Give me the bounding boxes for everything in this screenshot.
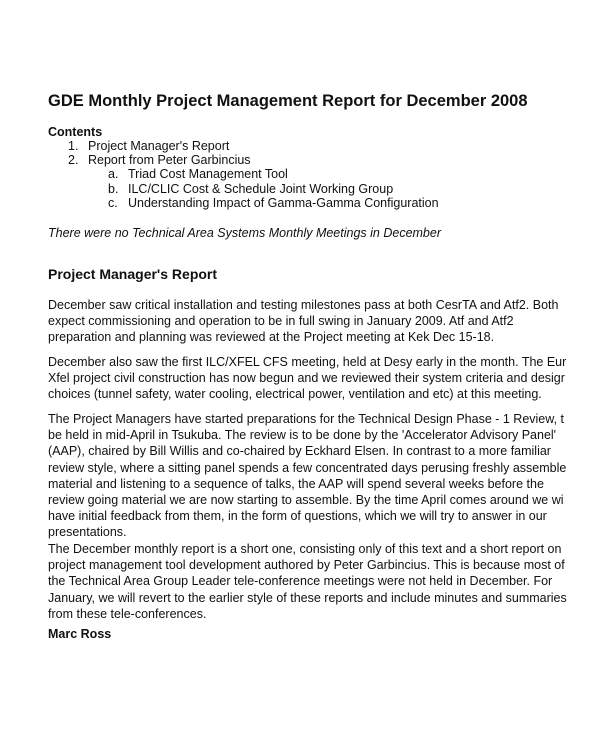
paragraph-line: project management tool development authored by Peter Garbincius. This is because most of — [48, 558, 565, 573]
toc-item — [68, 153, 251, 168]
paragraph-line: (AAP), chaired by Bill Willis and co-chaired by Eckhard Elsen. In contrast to a more familiar — [48, 444, 551, 459]
toc-text: ILC/CLIC Cost & Schedule Joint Working Group — [128, 182, 394, 196]
paragraph — [48, 354, 600, 403]
paragraph-line: expect commissioning and operation to be in full swing in January 2009. Atf and Atf2 — [48, 314, 514, 329]
document-title: GDE Monthly Project Management Report for December 2008 — [48, 92, 528, 110]
paragraph — [48, 297, 600, 346]
section-heading: Project Manager's Report — [48, 266, 218, 282]
author-signature: Marc Ross — [48, 627, 112, 641]
paragraph-line: December also saw the first ILC/XFEL CFS meeting, held at Desy early in the month. The Eur — [48, 355, 567, 369]
paragraph — [48, 411, 600, 541]
paragraph-line: have initial feedback from them, in the form of questions, which we will try to answer in our — [48, 509, 547, 524]
toc-number: b. — [108, 182, 119, 196]
toc-number: 1. — [68, 139, 79, 153]
toc-text: Report from Peter Garbincius — [88, 153, 251, 167]
paragraph — [48, 541, 600, 622]
toc-subitem — [108, 167, 288, 182]
paragraph-line: The December monthly report is a short one, consisting only of this text and a short report on — [48, 542, 562, 556]
contents-heading: Contents — [48, 125, 103, 139]
paragraph-line: review going material we are now starting to assemble. By the time April comes around we wi — [48, 493, 564, 508]
paragraph-line: choices (tunnel safety, water cooling, electrical power, ventilation and etc) at this meeting. — [48, 387, 542, 402]
paragraph-line: Xfel project civil construction has now begun and we reviewed their system criteria and desigr — [48, 371, 565, 386]
paragraph-line: preparation and planning was reviewed at the Project meeting at Kek Dec 15-18. — [48, 330, 495, 345]
toc-number: 2. — [68, 153, 79, 167]
toc-text: Understanding Impact of Gamma-Gamma Configuration — [128, 196, 439, 210]
paragraph-line: the Technical Area Group Leader tele-conference meetings were not held in December. For — [48, 574, 553, 589]
toc-subitem — [108, 182, 393, 197]
paragraph-line: January, we will revert to the earlier style of these reports and include minutes and summaries — [48, 590, 567, 605]
toc-subitem — [108, 196, 439, 211]
paragraph-line: December saw critical installation and testing milestones pass at both CesrTA and Atf2. Both — [48, 298, 559, 312]
toc-text: Triad Cost Management Tool — [128, 167, 288, 181]
paragraph-line: The Project Managers have started preparations for the Technical Design Phase - 1 Review, t — [48, 412, 565, 426]
paragraph-line: be held in mid-April in Tsukuba. The review is to be done by the 'Accelerator Advisory Panel' — [48, 428, 557, 443]
paragraph-line: from these tele-conferences. — [48, 606, 207, 621]
meetings-note: There were no Technical Area Systems Monthly Meetings in December — [48, 226, 441, 240]
toc-number: c. — [108, 196, 118, 210]
toc-item — [68, 139, 229, 154]
paragraph-line: material and listening to a sequence of talks, the AAP will spend several weeks before the — [48, 476, 544, 491]
paragraph-line: presentations. — [48, 525, 127, 540]
toc-text: Project Manager's Report — [88, 139, 230, 153]
paragraph-line: review style, where a sitting panel spends a few concentrated days perusing freshly assemble — [48, 460, 567, 475]
toc-number: a. — [108, 167, 119, 181]
